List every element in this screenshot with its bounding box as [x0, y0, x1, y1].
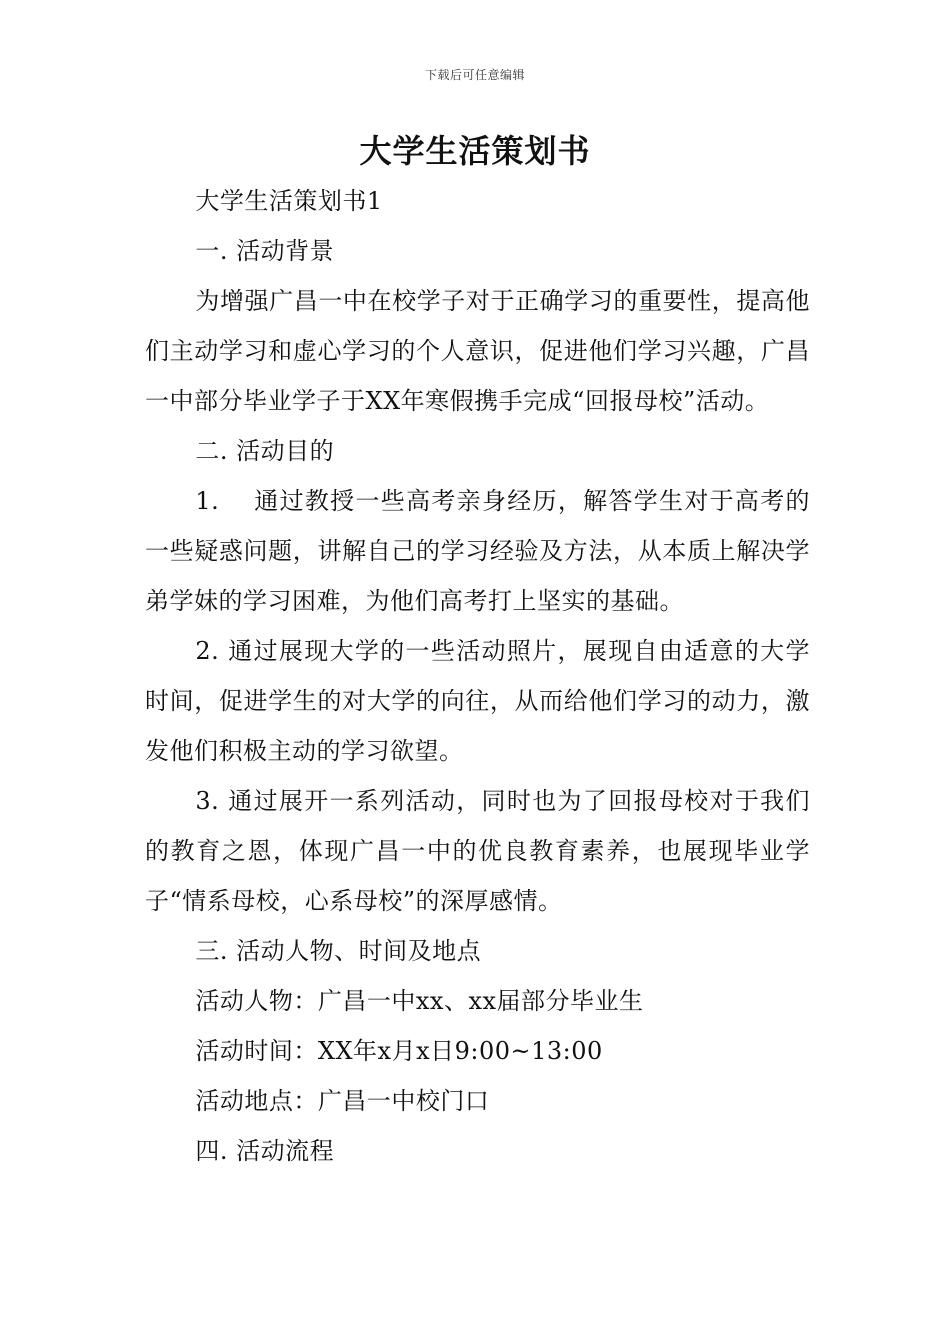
section-subtitle: 大学生活策划书1 — [195, 187, 383, 215]
activity-people: 活动人物：广昌一中xx、xx届部分毕业生 — [195, 987, 644, 1015]
document-body — [145, 176, 810, 1176]
header-note: 下载后可任意编辑 — [424, 68, 525, 82]
paragraph-background: 为增强广昌一中在校学子对于正确学习的重要性，提高他们主动学习和虚心学习的个人意识，促进他们学习兴趣，广昌一中部分毕业学子于XX年寒假携手完成“回报母校”活动。 — [145, 287, 810, 415]
activity-time: 活动时间：XX年x月x日9:00~13:00 — [195, 1037, 603, 1065]
activity-place: 活动地点：广昌一中校门口 — [195, 1087, 490, 1115]
heading-background: 一. 活动背景 — [195, 237, 335, 265]
paragraph-purpose-1: 1. 通过教授一些高考亲身经历，解答学生对于高考的一些疑惑问题，讲解自己的学习经验及方法，从本质上解决学弟学妹的学习困难，为他们高考打上坚实的基础。 — [145, 487, 810, 615]
heading-purpose: 二. 活动目的 — [195, 437, 335, 465]
paragraph-purpose-3: 3. 通过展开一系列活动，同时也为了回报母校对于我们的教育之恩，体现广昌一中的优良教育素养，也展现毕业学子“情系母校，心系母校”的深厚感情。 — [145, 787, 810, 915]
document-title: 大学生活策划书 — [359, 132, 591, 170]
heading-process: 四. 活动流程 — [195, 1137, 335, 1165]
heading-people-time-place: 三. 活动人物、时间及地点 — [195, 937, 482, 965]
paragraph-purpose-2: 2. 通过展现大学的一些活动照片，展现自由适意的大学时间，促进学生的对大学的向往，从而给他们学习的动力，激发他们积极主动的学习欲望。 — [145, 637, 810, 765]
